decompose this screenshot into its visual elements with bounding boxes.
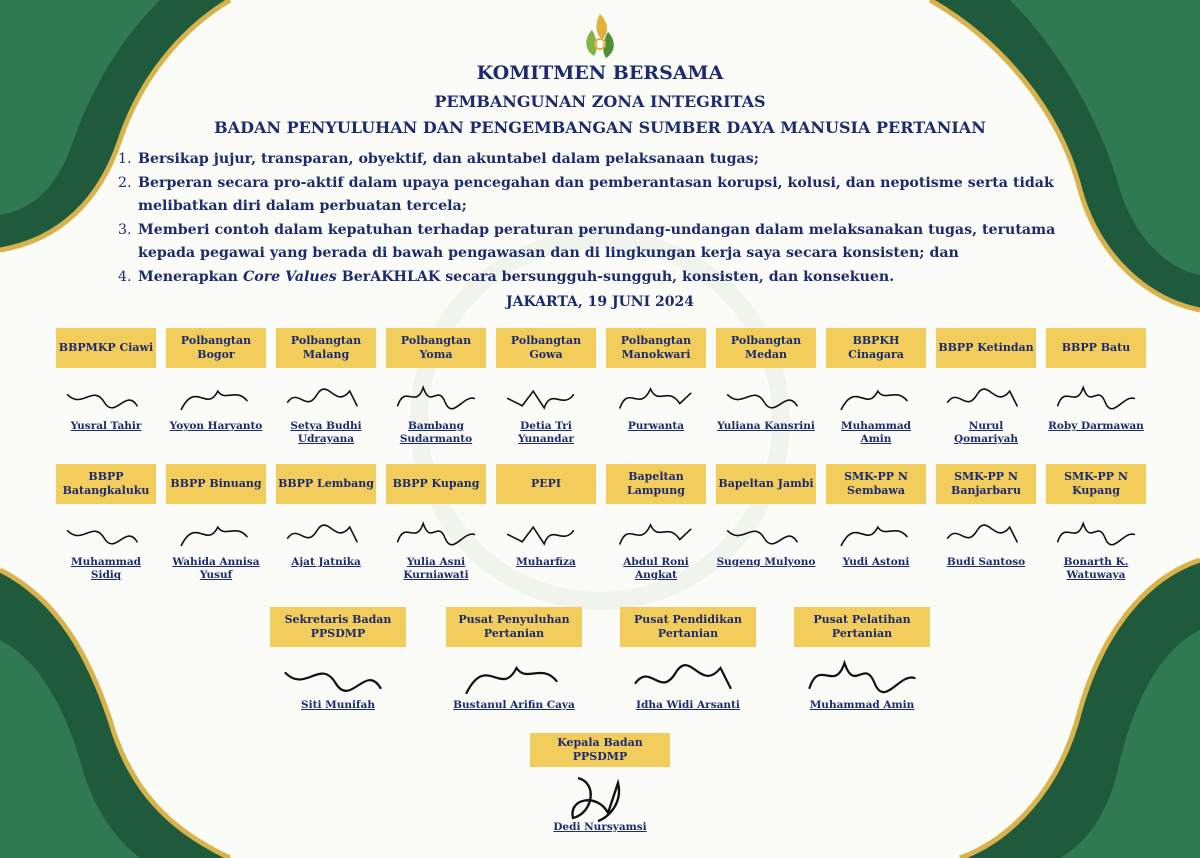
- unit-label: Polbangtan Bogor: [166, 328, 266, 368]
- signature-image: [936, 504, 1036, 556]
- unit-label: Pusat Pendidikan Pertanian: [620, 607, 756, 647]
- signatory-name: Yulia Asni Kurniawati: [403, 556, 469, 581]
- item-number: 1.: [118, 151, 132, 167]
- signatory-name: Siti Munifah: [301, 699, 375, 711]
- unit-label: Polbangtan Manokwari: [606, 328, 706, 368]
- signature-block: [826, 464, 926, 569]
- unit-label: Polbangtan Gowa: [496, 328, 596, 368]
- signatory-name: Budi Santoso: [946, 556, 1026, 568]
- unit-label: Sekretaris Badan PPSDMP: [270, 607, 406, 647]
- signature-image: [936, 368, 1036, 420]
- signature-block: [386, 328, 486, 446]
- signature-image: [794, 647, 930, 699]
- item-number: 2.: [118, 174, 132, 191]
- document-subtitle-1: PEMBANGUNAN ZONA INTEGRITAS: [434, 92, 766, 111]
- signatory-name: Muhammad Amin: [840, 420, 912, 445]
- signature-block: [606, 464, 706, 582]
- signature-image: [606, 368, 706, 420]
- signatory-name: Wahida Annisa Yusuf: [172, 556, 260, 581]
- signature-block: [606, 328, 706, 433]
- unit-label: Polbangtan Medan: [716, 328, 816, 368]
- signatory-name: Muhammad Amin: [809, 699, 915, 711]
- signature-block: [496, 464, 596, 569]
- item-text: Berperan secara pro-aktif dalam upaya pencegahan dan pemberantasan korupsi, kolusi, dan nepotisme serta tidak melibatkan diri dalam perbuatan tercela;: [138, 174, 1054, 214]
- commitment-item: [118, 148, 1108, 172]
- signature-image: [270, 647, 406, 699]
- item-text: Bersikap jujur, transparan, obyektif, dan akuntabel dalam pelaksanaan tugas;: [138, 151, 759, 167]
- signatory-name: Bambang Sudarmanto: [399, 420, 473, 445]
- unit-label: Polbangtan Malang: [276, 328, 376, 368]
- unit-label: Polbangtan Yoma: [386, 328, 486, 368]
- signature-block: [166, 464, 266, 582]
- item-number: 3.: [118, 221, 132, 238]
- signature-block: [166, 328, 266, 433]
- signature-image: [166, 368, 266, 420]
- signatory-name: Ajat Jatnika: [291, 556, 361, 568]
- signature-block: [446, 607, 582, 712]
- signature-image: [276, 368, 376, 420]
- signature-image: [716, 368, 816, 420]
- signature-block: [716, 464, 816, 569]
- unit-label: SMK-PP N Banjarbaru: [936, 464, 1036, 504]
- signature-image: [386, 504, 486, 556]
- signature-image: [276, 504, 376, 556]
- signatory-name: Roby Darmawan: [1048, 420, 1144, 432]
- signatory-name: Idha Widi Arsanti: [636, 699, 740, 711]
- signature-block-head: [530, 733, 670, 834]
- signatory-name: Yoyon Haryanto: [169, 420, 263, 432]
- signature-image: [606, 504, 706, 556]
- signatory-name: Bonarth K. Watuwaya: [1063, 556, 1129, 581]
- signature-image: [826, 368, 926, 420]
- signature-block: [386, 464, 486, 582]
- signature-image: [386, 368, 486, 420]
- signature-image: [530, 767, 670, 821]
- signature-image: [716, 504, 816, 556]
- leaf-logo-icon: [578, 10, 622, 62]
- signature-block: [496, 328, 596, 446]
- signatory-name: Nurul Qomariyah: [953, 420, 1019, 445]
- signature-image: [56, 504, 156, 556]
- commitment-item: [118, 266, 1108, 290]
- signatory-name: Purwanta: [627, 420, 685, 432]
- signature-image: [1046, 368, 1146, 420]
- unit-label: PEPI: [496, 464, 596, 504]
- unit-label: BBPP Kupang: [386, 464, 486, 504]
- item-text: Memberi contoh dalam kepatuhan terhadap peraturan perundang-undangan dalam melaksanakan tugas, terutama kepada pegawai yang berada di bawah pengawasan dan di lingkungan kerja saya secara konsisten; dan: [138, 221, 1056, 261]
- signatory-name: Yusral Tahir: [70, 420, 142, 432]
- signature-block: [1046, 464, 1146, 582]
- unit-label: Kepala Badan PPSDMP: [530, 733, 670, 767]
- unit-label: Bapeltan Jambi: [716, 464, 816, 504]
- unit-label: BBPP Binuang: [166, 464, 266, 504]
- unit-label: BBPP Batu: [1046, 328, 1146, 368]
- signature-image: [56, 368, 156, 420]
- signature-image: [446, 647, 582, 699]
- signature-block: [794, 607, 930, 712]
- signature-block: [620, 607, 756, 712]
- signature-image: [1046, 504, 1146, 556]
- signatory-name: Detia Tri Yunandar: [518, 420, 574, 445]
- signature-block: [276, 464, 376, 569]
- signature-block: [56, 464, 156, 582]
- signature-image: [166, 504, 266, 556]
- signature-image: [496, 504, 596, 556]
- document-subtitle-2: BADAN PENYULUHAN DAN PENGEMBANGAN SUMBER DAYA MANUSIA PERTANIAN: [214, 118, 986, 137]
- document-title: KOMITMEN BERSAMA: [476, 62, 724, 84]
- signature-image: [826, 504, 926, 556]
- signature-block: [716, 328, 816, 433]
- signature-block: [276, 328, 376, 446]
- signatory-name: Setya Budhi Udrayana: [290, 420, 362, 445]
- unit-label: SMK-PP N Sembawa: [826, 464, 926, 504]
- unit-label: Pusat Pelatihan Pertanian: [794, 607, 930, 647]
- signature-block: [56, 328, 156, 433]
- item-number: 4.: [118, 268, 132, 285]
- unit-label: Pusat Penyuluhan Pertanian: [446, 607, 582, 647]
- signing-date: JAKARTA, 19 JUNI 2024: [506, 294, 694, 310]
- signatory-name: Muharfiza: [516, 556, 576, 568]
- unit-label: BBPMKP Ciawi: [56, 328, 156, 368]
- signature-block: [270, 607, 406, 712]
- unit-label: Bapeltan Lampung: [606, 464, 706, 504]
- commitment-item: [118, 219, 1108, 266]
- unit-label: SMK-PP N Kupang: [1046, 464, 1146, 504]
- signature-image: [620, 647, 756, 699]
- commitment-list: [118, 148, 1108, 289]
- unit-label: BBPP Batangkaluku: [56, 464, 156, 504]
- signatory-name: Yuliana Kansrini: [717, 420, 815, 432]
- signature-image: [496, 368, 596, 420]
- signature-block: [1046, 328, 1146, 433]
- signatory-name: Muhammad Sidiq: [70, 556, 142, 581]
- signature-block: [936, 328, 1036, 446]
- signature-block: [936, 464, 1036, 569]
- signatory-name: Dedi Nursyamsi: [553, 821, 647, 833]
- unit-label: BBPP Lembang: [276, 464, 376, 504]
- item-text: Menerapkan Core Values BerAKHLAK secara bersungguh-sungguh, konsisten, dan konsekuen.: [138, 268, 895, 285]
- signatory-name: Yudi Astoni: [842, 556, 910, 568]
- commitment-item: [118, 172, 1108, 219]
- signatory-name: Sugeng Mulyono: [716, 556, 816, 568]
- signature-block: [826, 328, 926, 446]
- unit-label: BBPKH Cinagara: [826, 328, 926, 368]
- signatory-name: Bustanul Arifin Caya: [453, 699, 575, 711]
- signatory-name: Abdul Roni Angkat: [623, 556, 689, 581]
- unit-label: BBPP Ketindan: [936, 328, 1036, 368]
